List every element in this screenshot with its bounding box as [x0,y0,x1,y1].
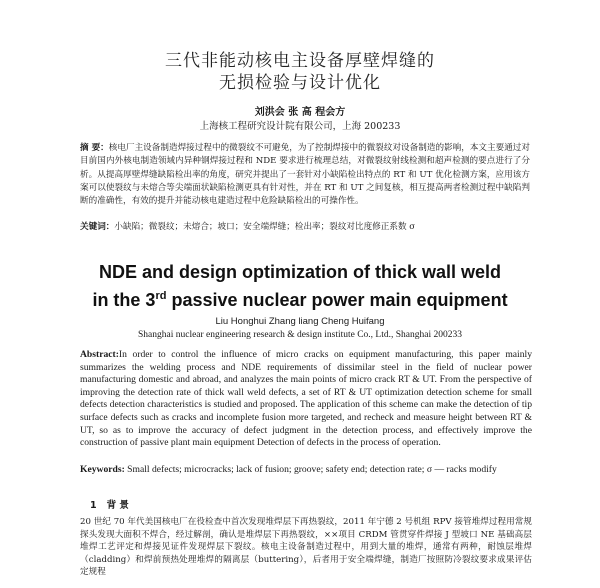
section-heading [90,497,129,511]
keywords-cn [80,221,530,234]
title-en-line1: NDE and design optimization of thick wall weld [98,262,502,282]
abstract-cn [80,142,530,208]
affiliation-cn: 上海核工程研究设计院有限公司，上海 200233 [199,121,401,132]
authors-cn: 刘洪会 张 高 程会方 [254,107,346,118]
title-cn-line1: 三代非能动核电主设备厚壁焊缝的 [165,51,435,71]
title-en-line2-post: passive nuclear power main equipment [166,290,508,310]
keywords-cn-label: 关键词： [80,222,115,232]
title-en-line2-pre: in the 3 [92,290,156,310]
affiliation-en: Shanghai nuclear engineering research & design institute Co., Ltd., Shanghai 200233 [138,330,462,340]
title-en-line2 [0,285,600,312]
body-paragraph: 20 世纪 70 年代美国核电厂在役检查中首次发现堆焊层下再热裂纹，2011 年宁德 2 号机组 RPV 接管堆焊过程用常规探头发现大面积不焊合，经过解剖，确认是堆焊层下再热裂纹，××项目 CRDM 管贯穿件焊接 J 型坡口 NE 基础高层堆焊工艺评定和焊接见证件发现焊层下裂纹。核电主设备制造过程中，用到大量的堆焊，通常有两种，耐蚀层堆焊（cladding）和焊前预热处理堆焊的隔离层（buttering），后者用于安全端焊缝，制造厂按照防冷裂纹要求成果评估定规程 [80,517,532,578]
abstract-cn-text: 核电厂主设备制造焊接过程中的微裂纹不可避免，为了控制焊接中的微裂纹对设备制造的影响，本文主要通过对目前国内外核电制造领域内异种钢焊接过程和 NDE 要求进行梳理总结，对微裂纹射线检测和超声检测的要点进行了分析。从提高厚壁焊缝缺陷检出率的角度，研究并提出了一套针对小缺陷检出特点的 RT 和 UT 优化检测方案，应用该方案可以使裂纹与未熔合等尖端面状缺陷检测更具有针对性，并在 RT 和 UT 之间复核，相互提高两者检测过程中缺陷判断的准确性，有效的提升并能动核电建造过程中危险缺陷检出的可操作性。 [80,143,530,207]
keywords-cn-text: 小缺陷；微裂纹；未熔合；坡口；安全端焊缝；检出率；裂纹对比度修正系数 σ [114,222,416,232]
section-number: 1 [90,500,97,511]
section-title: 背 景 [106,500,129,511]
authors-en: Liu Honghui Zhang liang Cheng Huifang [215,316,385,327]
abstract-en [80,349,532,450]
abstract-en-text: In order to control the influence of micro cracks on equipment manufacturing, this paper mainly summarizes the welding process and NDE requirements of dissimilar steel in the field of nuclear power manufacturing domestic and abroad, and analyzes the main points of micro crack RT & UT. From the perspective of improving the detection rate of thick wall weld defects, a set of RT & UT optimization detection scheme for small defects detection characteristics is studied and proposed. The application of this scheme can make the detection of tip surface defects such as cracks and incomplete fusion more targeted, and recheck and measure height between RT & UT, so as to improve the accuracy of defect judgment in the detection process, and effectively improve the construction of passive plant main equipment Detection of defects in the process of operation. [80,349,532,449]
keywords-en-label: Keywords: [80,464,125,475]
title-en-superscript: rd [155,290,167,302]
keywords-en [80,464,532,477]
title-cn-line2: 无损检验与设计优化 [219,73,381,93]
keywords-en-text: Small defects; microcracks; lack of fusion; groove; safety end; detection rate; σ — racks modify [127,464,497,475]
abstract-cn-label: 摘 要： [80,143,109,153]
abstract-en-label: Abstract: [80,349,119,360]
